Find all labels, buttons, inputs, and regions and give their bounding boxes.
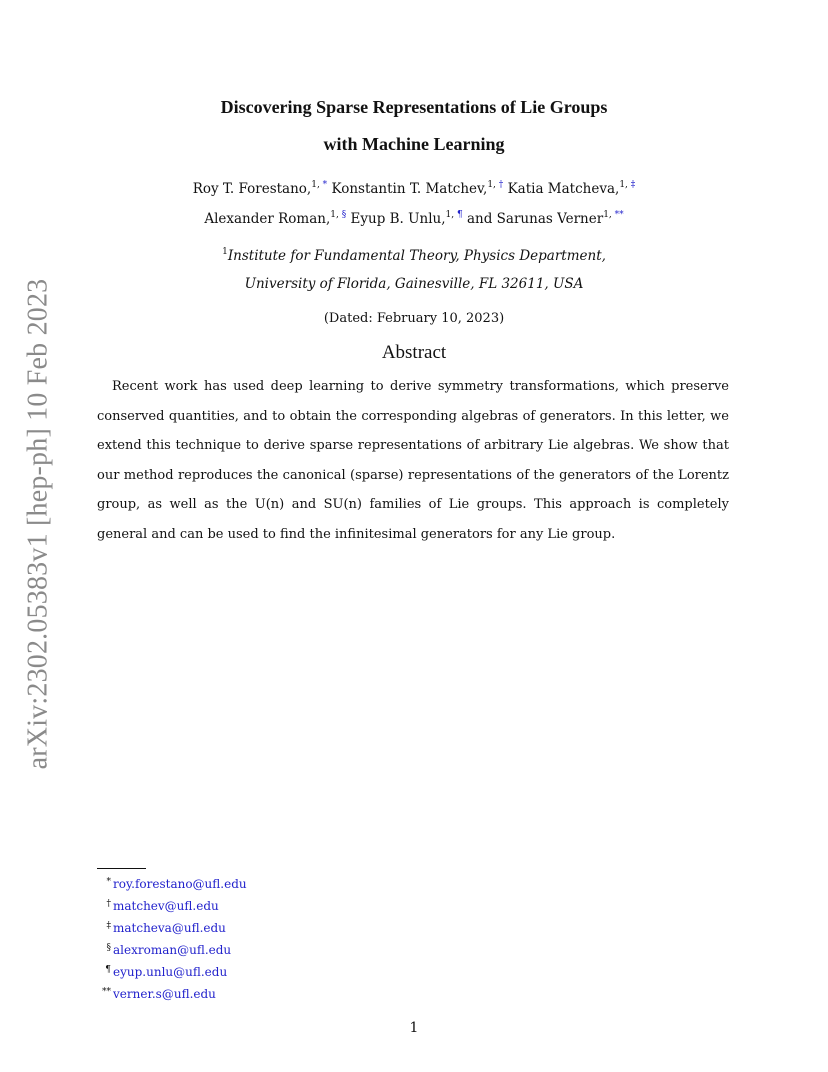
abstract-heading: Abstract (381, 342, 447, 363)
author-footnote-link[interactable]: ¶ (454, 210, 463, 220)
footnote (93, 962, 247, 984)
affiliation-text-1: Institute for Fundamental Theory, Physics Department, (227, 248, 606, 264)
author-line-1 (0, 174, 828, 204)
footnote (93, 940, 247, 962)
email-link[interactable]: matcheva@ufl.edu (113, 921, 226, 935)
page-number: 1 (409, 1020, 419, 1036)
footnote (93, 984, 247, 1006)
author-name: Eyup B. Unlu, (350, 211, 446, 227)
author-name: Konstantin T. Matchev, (331, 181, 488, 197)
author-name: Alexander Roman, (204, 211, 331, 227)
footnote (93, 896, 247, 918)
author-affil-sup: 1, (311, 180, 320, 190)
author-footnote-link[interactable]: ** (611, 210, 624, 220)
email-link[interactable]: alexroman@ufl.edu (113, 943, 232, 957)
author-footnote-link[interactable]: § (338, 210, 347, 220)
arxiv-id: arXiv:2302.05383v1 [hep-ph] 10 Feb 2023 (22, 278, 54, 770)
footnote (93, 918, 247, 940)
footnote-mark: ¶ (105, 965, 111, 975)
email-link[interactable]: verner.s@ufl.edu (113, 987, 216, 1001)
footnote-mark: * (106, 877, 111, 887)
author-footnote-link[interactable]: * (319, 180, 328, 190)
footnote (93, 874, 247, 896)
footnote-rule (97, 868, 146, 869)
author-affil-sup: 1, (330, 210, 339, 220)
author-name: and Sarunas Verner (467, 211, 604, 227)
affiliation-line-1 (0, 242, 828, 270)
author-list (0, 174, 828, 234)
abstract-body: Recent work has used deep learning to derive symmetry transformations, which preserve conserved quantities, and to obtain the corresponding algebras of generators. In this letter, we extend this technique to derive sparse representations of arbitrary Lie algebras. We show that our method reproduces the canonical (sparse) representations of the generators of the Lorentz group, as well as the U(n) and SU(n) families of Lie groups. This approach is completely general and can be used to find the infinitesimal generators for any Lie group. (97, 379, 729, 542)
paper-title (0, 89, 828, 163)
title-line-2: with Machine Learning (323, 134, 505, 154)
author-footnote-link[interactable]: † (495, 180, 504, 190)
footnote-mark: § (106, 943, 111, 953)
email-link[interactable]: matchev@ufl.edu (113, 899, 219, 913)
author-affil-sup: 1, (619, 180, 628, 190)
author-footnote-link[interactable]: ‡ (627, 180, 636, 190)
footnote-mark: † (106, 899, 111, 909)
author-affil-sup: 1, (487, 180, 496, 190)
footnote-mark: ‡ (106, 921, 111, 931)
footnote-mark: ** (102, 987, 111, 997)
affiliation (0, 242, 828, 298)
footnotes (93, 874, 247, 1006)
email-link[interactable]: roy.forestano@ufl.edu (113, 877, 247, 891)
author-name: Roy T. Forestano, (192, 181, 312, 197)
email-link[interactable]: eyup.unlu@ufl.edu (113, 965, 228, 979)
dated-line: (Dated: February 10, 2023) (323, 311, 505, 326)
author-line-2 (0, 204, 828, 234)
title-line-1: Discovering Sparse Representations of Lie Groups (220, 97, 608, 117)
author-affil-sup: 1, (603, 210, 612, 220)
author-name: Katia Matcheva, (507, 181, 620, 197)
author-affil-sup: 1, (445, 210, 455, 220)
affiliation-sup: 1 (222, 247, 228, 257)
affiliation-line-2: University of Florida, Gainesville, FL 32611, USA (244, 276, 584, 292)
